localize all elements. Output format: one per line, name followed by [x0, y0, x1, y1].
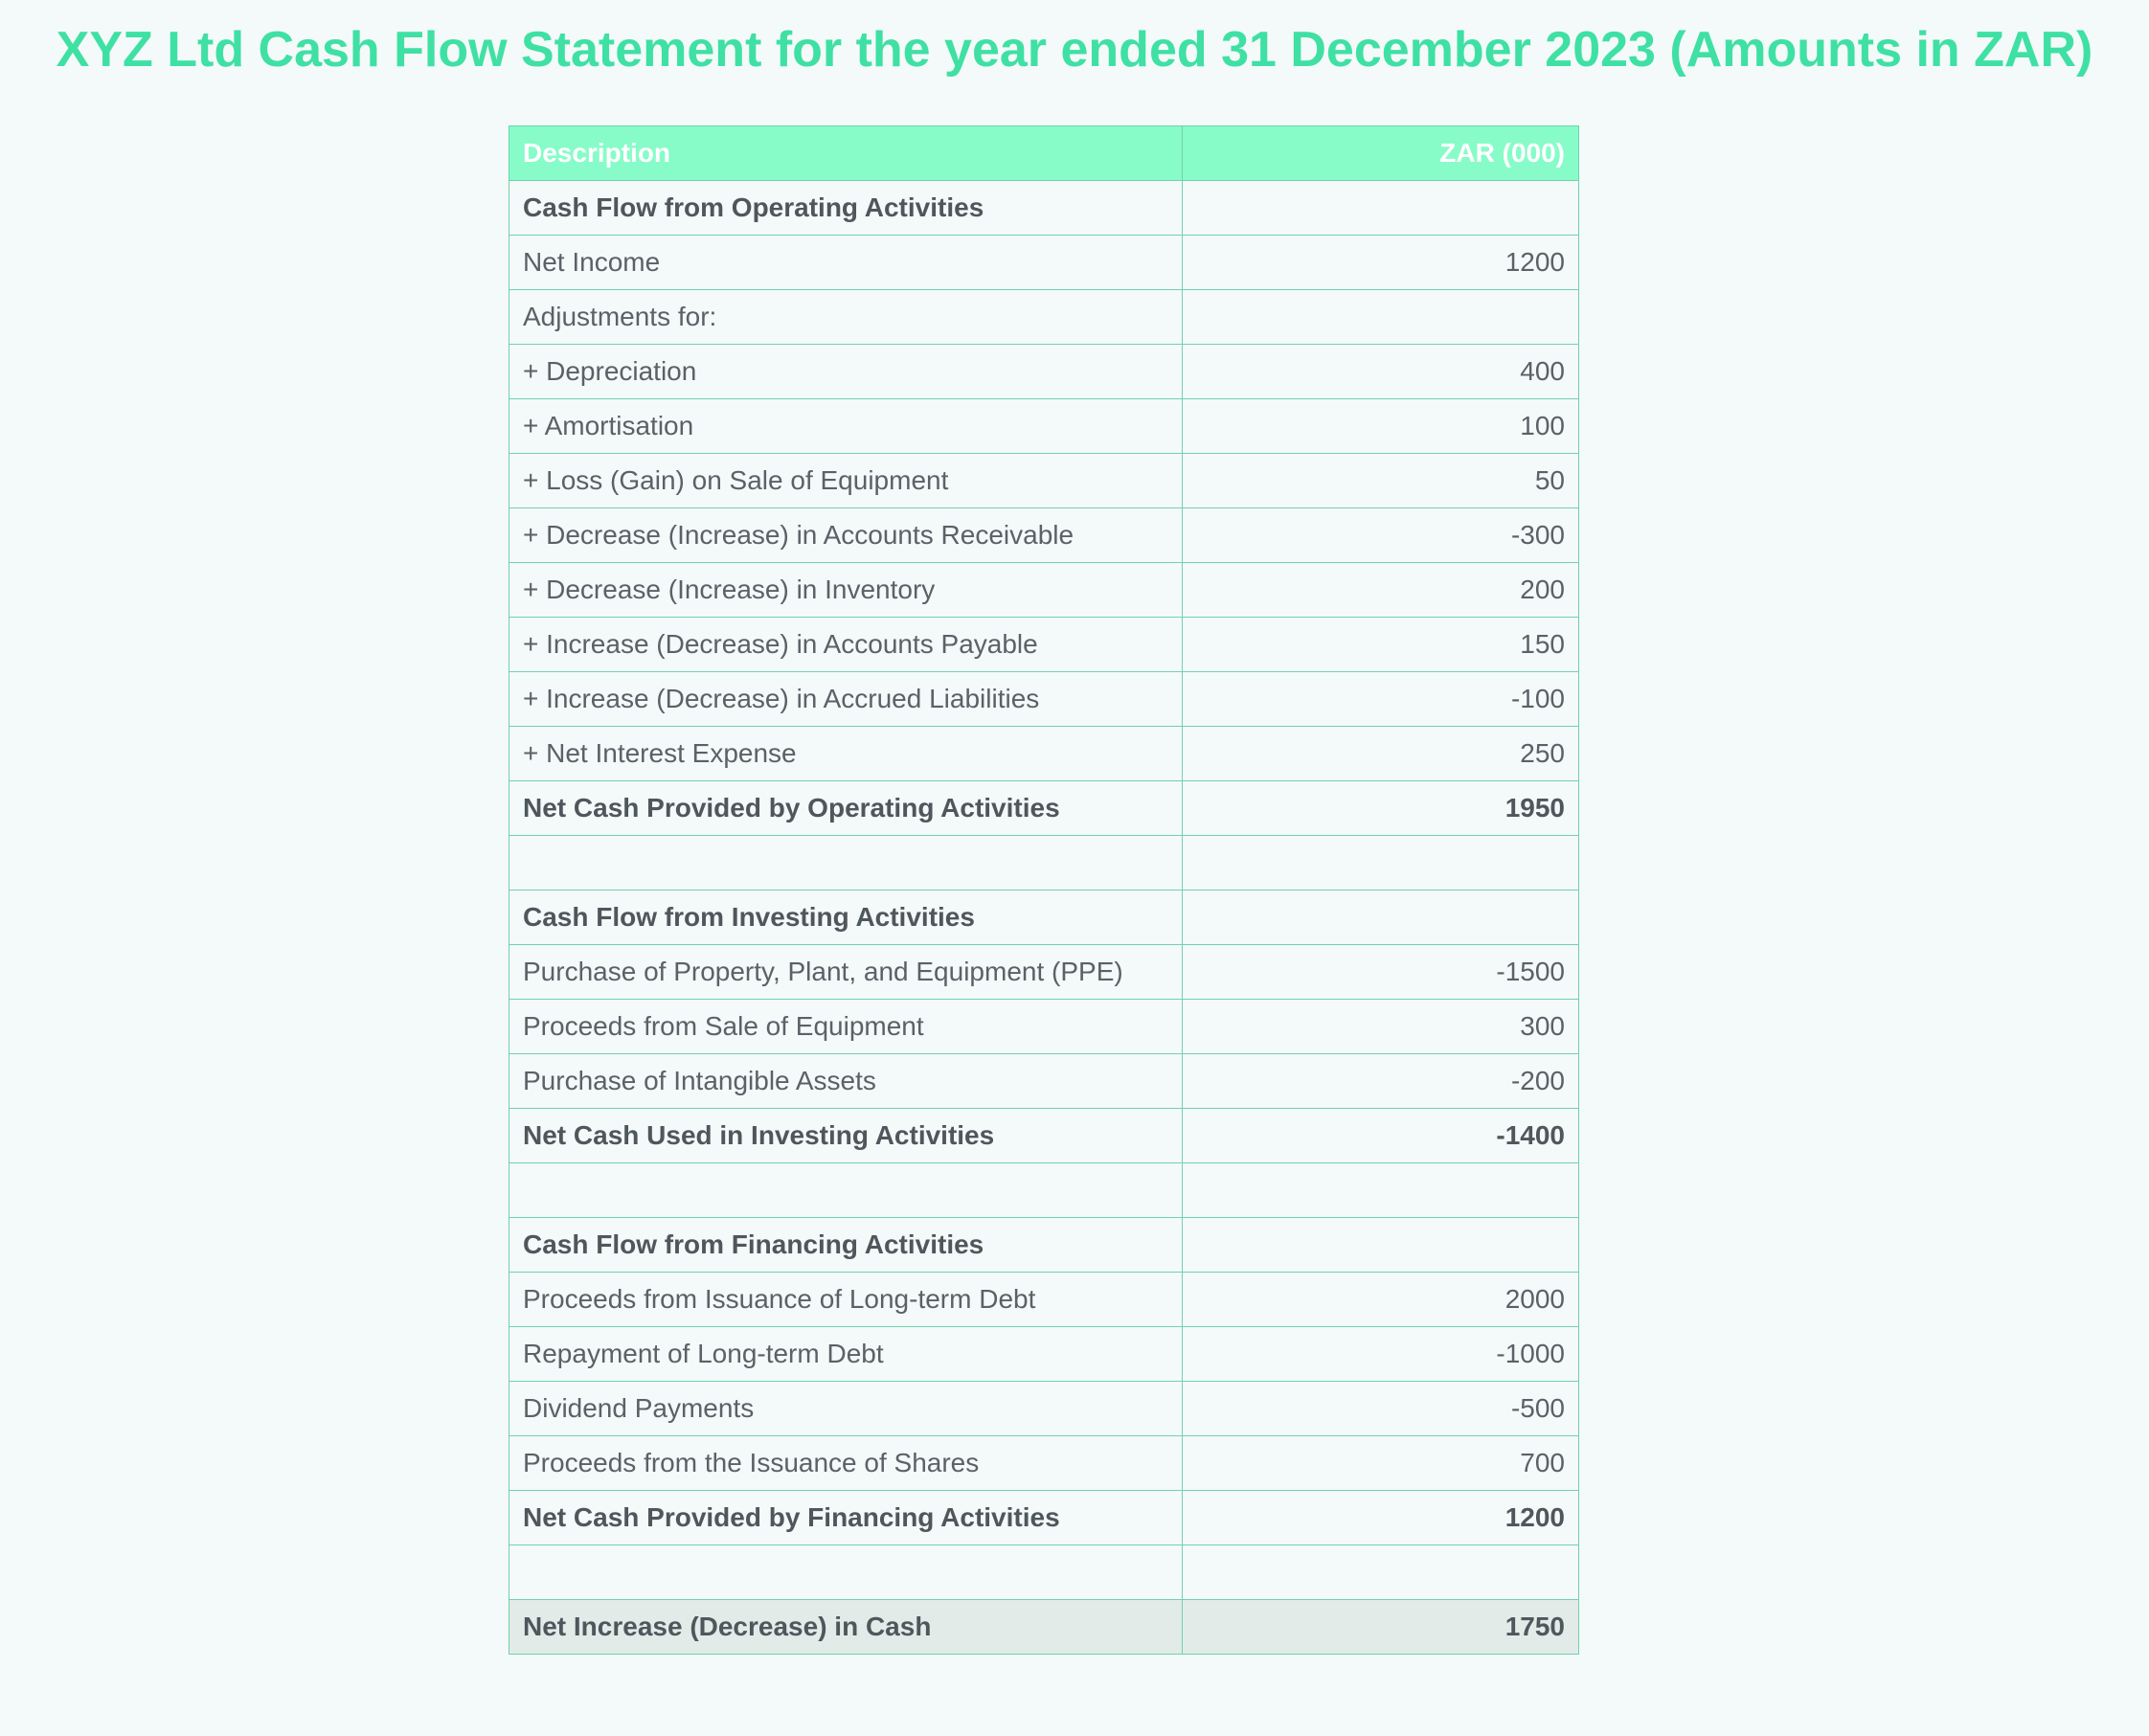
row-description: Net Cash Used in Investing Activities: [509, 1109, 1183, 1163]
table-row: [509, 727, 1579, 781]
row-amount: 200: [1183, 563, 1579, 618]
row-amount: -1500: [1183, 945, 1579, 1000]
row-description: Adjustments for:: [509, 290, 1183, 345]
page-title: XYZ Ltd Cash Flow Statement for the year ended 31 December 2023 (Amounts in ZAR): [56, 22, 2093, 78]
row-description: Proceeds from Sale of Equipment: [509, 1000, 1183, 1054]
section-row: [509, 781, 1579, 836]
row-description: Cash Flow from Financing Activities: [509, 1218, 1183, 1273]
row-amount: 2000: [1183, 1273, 1579, 1327]
row-description: [509, 1163, 1183, 1218]
table-row: [509, 945, 1579, 1000]
section-row: [509, 1109, 1579, 1163]
row-amount: [1183, 1545, 1579, 1600]
table-row: [509, 1054, 1579, 1109]
row-description: Proceeds from the Issuance of Shares: [509, 1436, 1183, 1491]
row-description: + Increase (Decrease) in Accrued Liabilities: [509, 672, 1183, 727]
table-row: [509, 1163, 1579, 1218]
row-amount: 100: [1183, 399, 1579, 454]
table-row: [509, 1436, 1579, 1491]
cash-flow-table: [509, 125, 1579, 1655]
section-row: [509, 1218, 1579, 1273]
row-description: Net Income: [509, 236, 1183, 290]
table-header-row: [509, 126, 1579, 181]
row-amount: 50: [1183, 454, 1579, 508]
table-row: [509, 1327, 1579, 1382]
table-row: [509, 1382, 1579, 1436]
row-amount: 1750: [1183, 1600, 1579, 1655]
row-amount: -1000: [1183, 1327, 1579, 1382]
table-row: [509, 236, 1579, 290]
table-row: [509, 1273, 1579, 1327]
section-row: [509, 891, 1579, 945]
row-description: + Net Interest Expense: [509, 727, 1183, 781]
row-description: Proceeds from Issuance of Long-term Debt: [509, 1273, 1183, 1327]
section-row: [509, 1491, 1579, 1545]
row-amount: -1400: [1183, 1109, 1579, 1163]
row-description: [509, 836, 1183, 891]
row-amount: [1183, 290, 1579, 345]
row-amount: 700: [1183, 1436, 1579, 1491]
row-description: Purchase of Property, Plant, and Equipment (PPE): [509, 945, 1183, 1000]
row-description: [509, 1545, 1183, 1600]
table-row: [509, 1545, 1579, 1600]
row-amount: 400: [1183, 345, 1579, 399]
row-amount: 300: [1183, 1000, 1579, 1054]
table-row: [509, 1000, 1579, 1054]
row-amount: 1200: [1183, 1491, 1579, 1545]
description-column-header: Description: [509, 126, 1183, 181]
row-description: + Decrease (Increase) in Inventory: [509, 563, 1183, 618]
table-row: [509, 345, 1579, 399]
section-row: [509, 181, 1579, 236]
row-description: Repayment of Long-term Debt: [509, 1327, 1183, 1382]
table-row: [509, 290, 1579, 345]
row-description: Purchase of Intangible Assets: [509, 1054, 1183, 1109]
amount-column-header: ZAR (000): [1183, 126, 1579, 181]
row-amount: -100: [1183, 672, 1579, 727]
total-row: [509, 1600, 1579, 1655]
row-amount: -200: [1183, 1054, 1579, 1109]
table-body: [509, 181, 1579, 1655]
table-row: [509, 672, 1579, 727]
table-row: [509, 399, 1579, 454]
table-row: [509, 618, 1579, 672]
row-amount: 1200: [1183, 236, 1579, 290]
row-amount: 250: [1183, 727, 1579, 781]
cash-flow-table-container: [509, 125, 1578, 1655]
row-description: + Increase (Decrease) in Accounts Payable: [509, 618, 1183, 672]
row-amount: -300: [1183, 508, 1579, 563]
row-description: Net Increase (Decrease) in Cash: [509, 1600, 1183, 1655]
row-description: Cash Flow from Operating Activities: [509, 181, 1183, 236]
row-amount: [1183, 836, 1579, 891]
table-row: [509, 563, 1579, 618]
table-row: [509, 508, 1579, 563]
row-amount: -500: [1183, 1382, 1579, 1436]
row-description: + Decrease (Increase) in Accounts Receivable: [509, 508, 1183, 563]
table-row: [509, 836, 1579, 891]
table-row: [509, 454, 1579, 508]
row-amount: 150: [1183, 618, 1579, 672]
row-description: Net Cash Provided by Financing Activities: [509, 1491, 1183, 1545]
row-description: Dividend Payments: [509, 1382, 1183, 1436]
row-description: + Amortisation: [509, 399, 1183, 454]
row-amount: [1183, 1218, 1579, 1273]
row-description: + Depreciation: [509, 345, 1183, 399]
row-description: + Loss (Gain) on Sale of Equipment: [509, 454, 1183, 508]
row-amount: 1950: [1183, 781, 1579, 836]
row-description: Net Cash Provided by Operating Activities: [509, 781, 1183, 836]
row-description: Cash Flow from Investing Activities: [509, 891, 1183, 945]
row-amount: [1183, 1163, 1579, 1218]
row-amount: [1183, 181, 1579, 236]
row-amount: [1183, 891, 1579, 945]
